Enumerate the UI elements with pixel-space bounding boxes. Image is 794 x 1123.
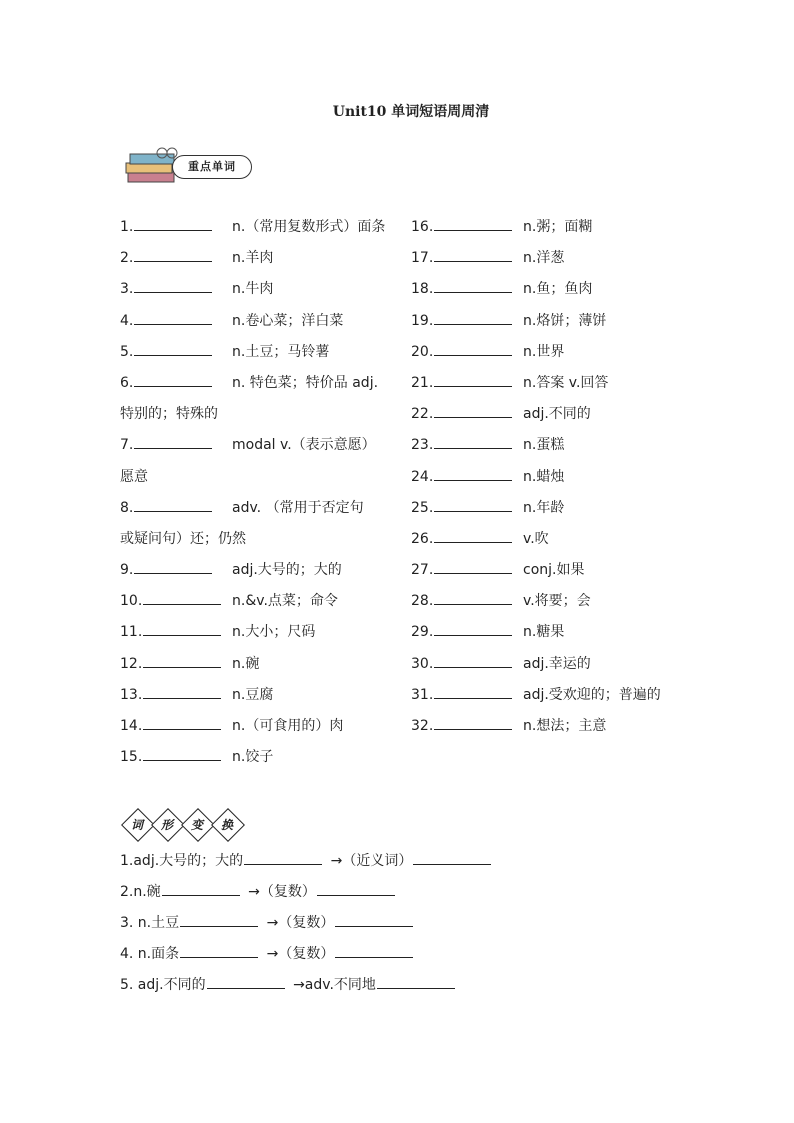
list-item: 30. adj.幸运的 [411, 652, 691, 683]
word-list-left [120, 215, 390, 776]
section-badge-key-words [122, 146, 256, 188]
answer-blank[interactable] [434, 590, 512, 605]
list-item-continuation: 特别的；特殊的 [120, 406, 218, 423]
list-item: 5. n.土豆；马铃薯 [120, 340, 390, 371]
list-item-continuation: 或疑问句）还；仍然 [120, 530, 246, 547]
answer-blank[interactable] [434, 621, 512, 636]
answer-blank[interactable] [434, 247, 512, 262]
list-item: 7. modal v.（表示意愿） [120, 433, 390, 464]
list-item: 29. n.糖果 [411, 620, 691, 651]
answer-blank[interactable] [207, 974, 285, 989]
list-item: 8. adv. （常用于否定句 [120, 496, 390, 527]
answer-blank[interactable] [434, 434, 512, 449]
answer-blank[interactable] [335, 943, 413, 958]
answer-blank[interactable] [434, 528, 512, 543]
exercise-item: 4. n.面条 →（复数） [120, 942, 417, 966]
list-item: 25. n.年龄 [411, 496, 691, 527]
answer-blank[interactable] [377, 974, 455, 989]
list-item: 14. n.（可食用的）肉 [120, 714, 390, 745]
list-item: 3. n.牛肉 [120, 277, 390, 308]
list-item: 24. n.蜡烛 [411, 465, 691, 496]
list-item: 11. n.大小；尺码 [120, 620, 390, 651]
answer-blank[interactable] [244, 850, 322, 865]
list-item: 9. adj.大号的；大的 [120, 558, 390, 589]
list-item: 10. n.&v.点菜；命令 [120, 589, 390, 620]
answer-blank[interactable] [335, 912, 413, 927]
section-label: 重点单词 [172, 155, 252, 179]
list-item: 22. adj.不同的 [411, 402, 691, 433]
answer-blank[interactable] [134, 341, 212, 356]
answer-blank[interactable] [134, 497, 212, 512]
answer-blank[interactable] [180, 912, 258, 927]
answer-blank[interactable] [134, 278, 212, 293]
answer-blank[interactable] [143, 653, 221, 668]
answer-blank[interactable] [143, 621, 221, 636]
answer-blank[interactable] [434, 310, 512, 325]
list-item: 12. n.碗 [120, 652, 390, 683]
list-item: 15. n.饺子 [120, 745, 390, 776]
answer-blank[interactable] [434, 341, 512, 356]
answer-blank[interactable] [434, 372, 512, 387]
exercise-item: 3. n.土豆 →（复数） [120, 911, 417, 935]
answer-blank[interactable] [134, 216, 212, 231]
answer-blank[interactable] [434, 559, 512, 574]
exercise-item: 1.adj.大号的；大的 →（近义词） [120, 849, 495, 873]
list-item: 4. n.卷心菜；洋白菜 [120, 309, 390, 340]
answer-blank[interactable] [317, 881, 395, 896]
list-item: 31. adj.受欢迎的；普遍的 [411, 683, 691, 714]
list-item: 19. n.烙饼；薄饼 [411, 309, 691, 340]
list-item: 2. n.羊肉 [120, 246, 390, 277]
list-item: 26. v.吹 [411, 527, 691, 558]
answer-blank[interactable] [134, 310, 212, 325]
list-item: 23. n.蛋糕 [411, 433, 691, 464]
answer-blank[interactable] [434, 403, 512, 418]
page-title: Unit10 单词短语周周清 [332, 104, 490, 120]
list-item: 6. n. 特色菜；特价品 adj. [120, 371, 390, 402]
word-list-right [411, 215, 691, 745]
list-item: 28. v.将要；会 [411, 589, 691, 620]
answer-blank[interactable] [434, 278, 512, 293]
answer-blank[interactable] [143, 684, 221, 699]
answer-blank[interactable] [143, 590, 221, 605]
answer-blank[interactable] [434, 216, 512, 231]
list-item: 17. n.洋葱 [411, 246, 691, 277]
answer-blank[interactable] [134, 434, 212, 449]
list-item: 20. n.世界 [411, 340, 691, 371]
exercise-item: 2.n.碗 →（复数） [120, 880, 399, 904]
answer-blank[interactable] [413, 850, 491, 865]
list-item: 16. n.粥；面糊 [411, 215, 691, 246]
list-item: 18. n.鱼；鱼肉 [411, 277, 691, 308]
answer-blank[interactable] [434, 466, 512, 481]
answer-blank[interactable] [143, 715, 221, 730]
list-item: 1. n.（常用复数形式）面条 [120, 215, 390, 246]
answer-blank[interactable] [134, 559, 212, 574]
list-item: 13. n.豆腐 [120, 683, 390, 714]
list-item: 27. conj.如果 [411, 558, 691, 589]
answer-blank[interactable] [434, 653, 512, 668]
answer-blank[interactable] [143, 746, 221, 761]
list-item-continuation: 愿意 [120, 468, 148, 485]
answer-blank[interactable] [180, 943, 258, 958]
answer-blank[interactable] [434, 684, 512, 699]
list-item: 21. n.答案 v.回答 [411, 371, 691, 402]
answer-blank[interactable] [134, 247, 212, 262]
answer-blank[interactable] [162, 881, 240, 896]
exercise-item: 5. adj.不同的 →adv.不同地 [120, 973, 459, 997]
answer-blank[interactable] [134, 372, 212, 387]
answer-blank[interactable] [434, 497, 512, 512]
answer-blank[interactable] [434, 715, 512, 730]
list-item: 32. n.想法；主意 [411, 714, 691, 745]
